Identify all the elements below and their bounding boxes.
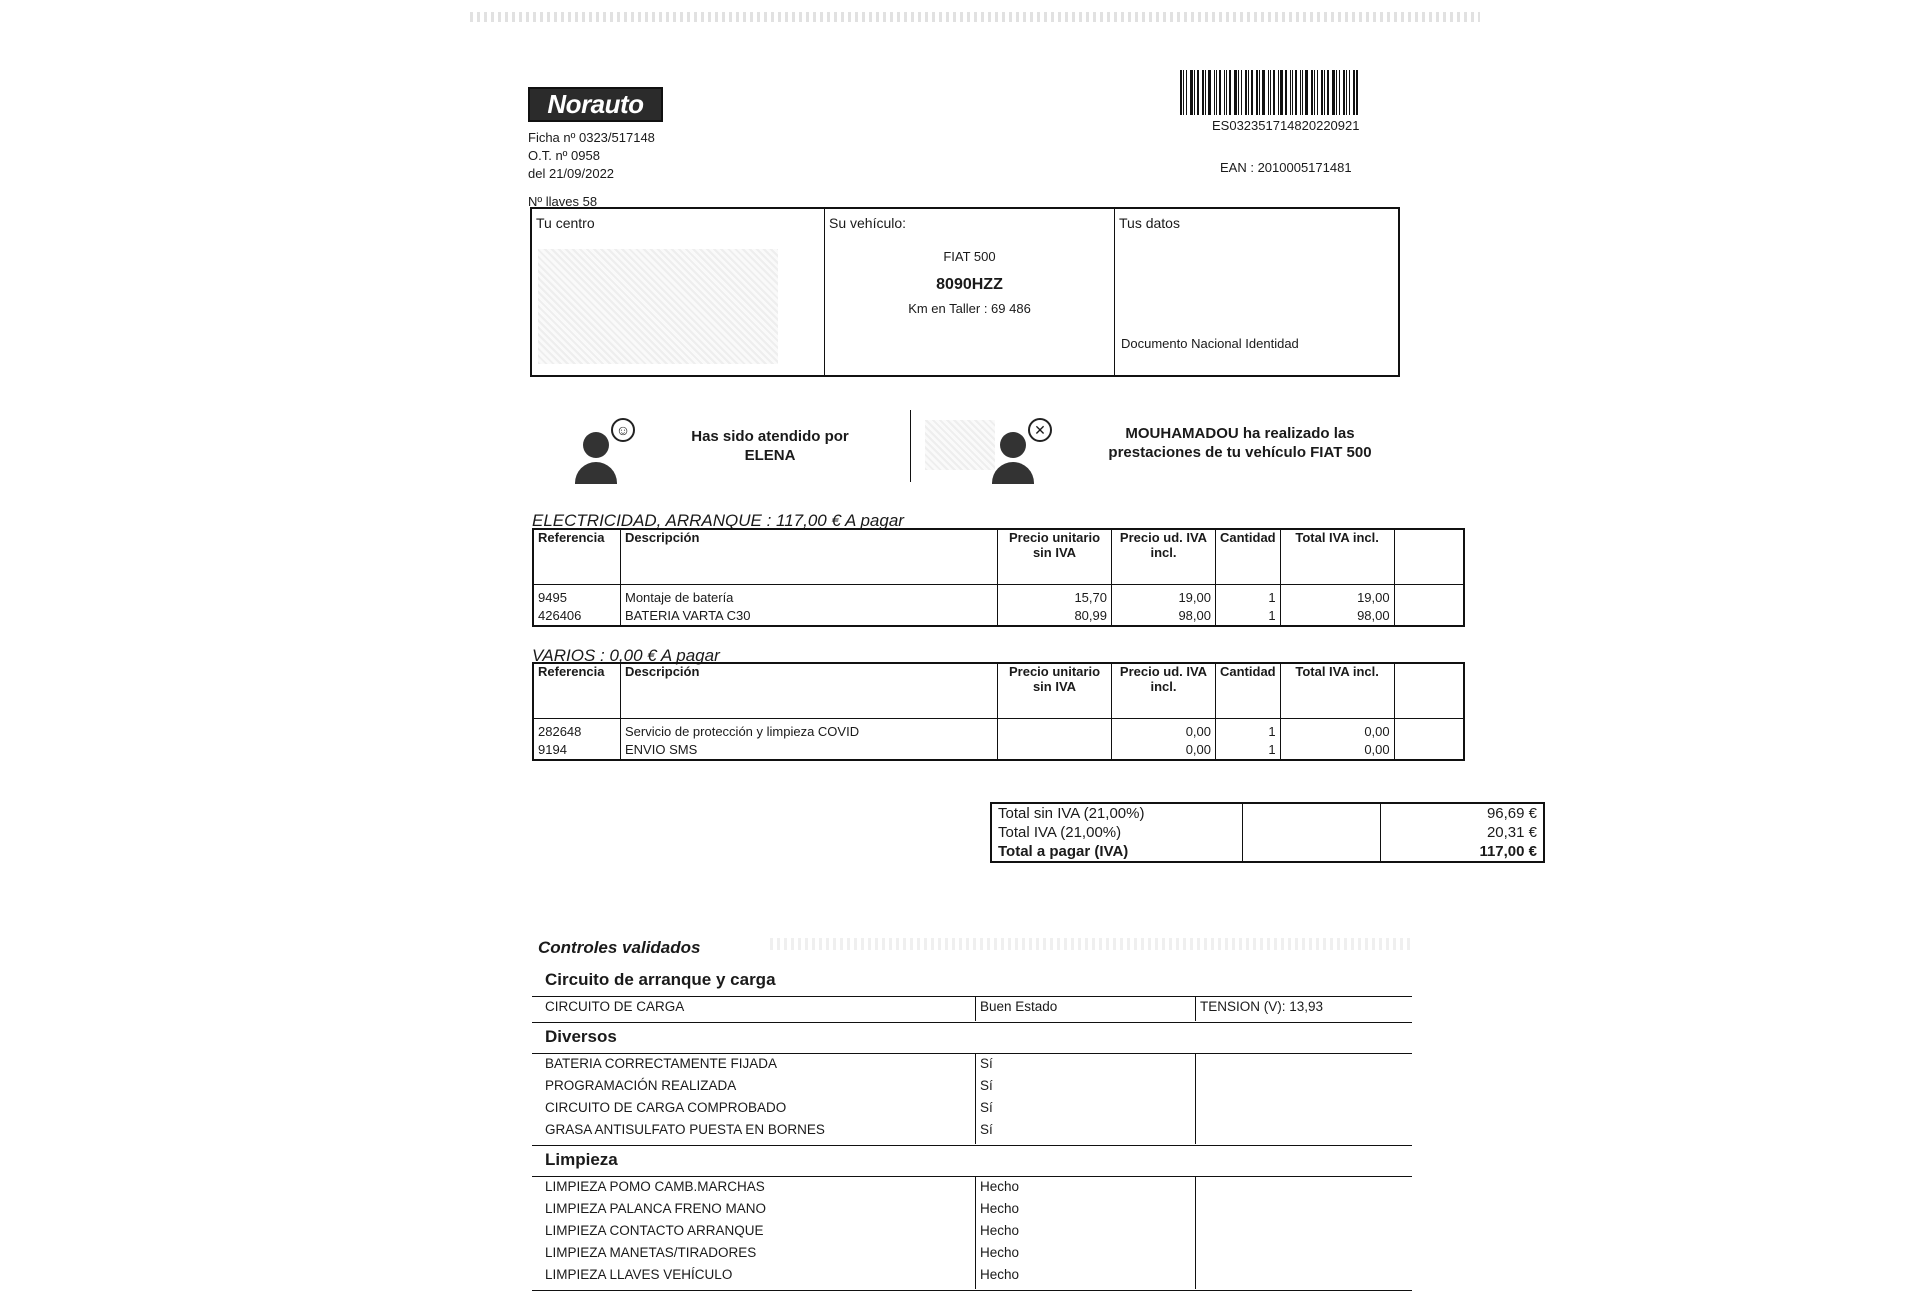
ot-number: O.T. nº 0958 <box>528 148 600 163</box>
control-value: Buen Estado <box>980 999 1058 1014</box>
column-header: Cantidad <box>1216 529 1281 585</box>
totals-row <box>991 803 1544 823</box>
redacted-note <box>925 420 995 470</box>
column-header: Descripción <box>621 663 998 719</box>
smile-icon: ☺ <box>611 418 635 442</box>
totals-row <box>991 823 1544 842</box>
totals-blank <box>1243 842 1381 862</box>
table-cell <box>1394 719 1464 742</box>
table-cell: Montaje de batería <box>621 585 998 608</box>
table-cell: 0,00 <box>1112 719 1216 742</box>
centro-title: Tu centro <box>536 215 595 231</box>
column-header: Precio unitario sin IVA <box>998 529 1112 585</box>
totals-row <box>991 842 1544 862</box>
control-label: PROGRAMACIÓN REALIZADA <box>545 1078 737 1093</box>
totals-blank <box>1243 803 1381 823</box>
control-value: Hecho <box>980 1201 1020 1216</box>
divider <box>532 1176 1412 1177</box>
barcode-text: ES032351714820220921 <box>1212 118 1360 133</box>
table-cell <box>998 741 1112 760</box>
table-cell: 1 <box>1216 607 1281 626</box>
control-group-title: Limpieza <box>545 1150 618 1169</box>
column-divider <box>975 1176 976 1289</box>
totals-table <box>990 802 1545 863</box>
centro-column <box>532 209 825 375</box>
tools-icon: ✕ <box>1028 418 1052 442</box>
column-divider <box>1195 996 1196 1021</box>
technician-text: MOUHAMADOU ha realizado las prestaciones de tu vehículo FIAT 500 <box>1108 425 1372 461</box>
table-row <box>533 585 1464 608</box>
control-label: CIRCUITO DE CARGA <box>545 999 685 1014</box>
control-value: Hecho <box>980 1245 1020 1260</box>
control-label: LIMPIEZA LLAVES VEHÍCULO <box>545 1267 733 1282</box>
column-divider <box>975 1053 976 1144</box>
control-group-title: Circuito de arranque y carga <box>545 970 776 989</box>
column-divider <box>1195 1053 1196 1144</box>
table-cell: BATERIA VARTA C30 <box>621 607 998 626</box>
control-value: Hecho <box>980 1223 1020 1238</box>
column-header: Precio unitario sin IVA <box>998 663 1112 719</box>
table-cell: 19,00 <box>1280 585 1394 608</box>
table-cell: 1 <box>1216 741 1281 760</box>
table-cell: 19,00 <box>1112 585 1216 608</box>
column-divider <box>975 996 976 1021</box>
table-cell: 0,00 <box>1280 741 1394 760</box>
table-cell: 80,99 <box>998 607 1112 626</box>
totals-value: 117,00 € <box>1479 843 1537 860</box>
control-value: Sí <box>980 1078 993 1093</box>
divider <box>532 996 1412 997</box>
attended-by-text: Has sido atendido por ELENA <box>691 428 849 464</box>
table-cell: Servicio de protección y limpieza COVID <box>621 719 998 742</box>
column-header: Cantidad <box>1216 663 1281 719</box>
column-header <box>1394 663 1464 719</box>
table-cell: 98,00 <box>1112 607 1216 626</box>
totals-label: Total sin IVA (21,00%) <box>991 803 1243 823</box>
document-type: Documento Nacional Identidad <box>1121 336 1299 351</box>
control-label: LIMPIEZA PALANCA FRENO MANO <box>545 1201 767 1216</box>
datos-column <box>1115 209 1398 375</box>
advisor-icon <box>573 410 643 485</box>
control-group-title: Diversos <box>545 1027 617 1046</box>
table-cell: 98,00 <box>1280 607 1394 626</box>
column-header: Precio ud. IVA incl. <box>1112 529 1216 585</box>
table-cell: 1 <box>1216 719 1281 742</box>
column-header: Descripción <box>621 529 998 585</box>
control-label: LIMPIEZA CONTACTO ARRANQUE <box>545 1223 764 1238</box>
datos-title: Tus datos <box>1119 215 1180 231</box>
controls-title: Controles validados <box>538 938 701 957</box>
column-header: Total IVA incl. <box>1280 663 1394 719</box>
table-cell: 0,00 <box>1112 741 1216 760</box>
vehiculo-title: Su vehículo: <box>829 215 907 231</box>
table-cell: 9495 <box>533 585 621 608</box>
section-title-varios: VARIOS : 0,00 € A pagar <box>532 646 720 665</box>
table-cell: 15,70 <box>998 585 1112 608</box>
table-row <box>533 741 1464 760</box>
divider <box>532 1022 1412 1023</box>
table-cell: 426406 <box>533 607 621 626</box>
order-date: del 21/09/2022 <box>528 166 615 181</box>
totals-value: 20,31 € <box>1486 824 1537 841</box>
control-value: Sí <box>980 1100 993 1115</box>
table-row <box>533 607 1464 626</box>
table-cell: 1 <box>1216 585 1281 608</box>
totals-label: Total IVA (21,00%) <box>991 823 1243 842</box>
divider <box>532 1145 1412 1146</box>
barcode <box>1180 70 1375 115</box>
table-cell: 0,00 <box>1280 719 1394 742</box>
info-box <box>530 207 1400 377</box>
control-label: LIMPIEZA POMO CAMB.MARCHAS <box>545 1179 765 1194</box>
table-cell: 282648 <box>533 719 621 742</box>
control-label: GRASA ANTISULFATO PUESTA EN BORNES <box>545 1122 825 1137</box>
technician-icon <box>990 410 1060 485</box>
column-header <box>1394 529 1464 585</box>
items-table-varios <box>532 662 1465 761</box>
section-title-electricidad: ELECTRICIDAD, ARRANQUE : 117,00 € A pagar <box>532 511 904 530</box>
table-cell <box>998 719 1112 742</box>
ean-code: EAN : 2010005171481 <box>1220 160 1352 175</box>
norauto-logo: Norauto <box>528 87 663 122</box>
control-value: Hecho <box>980 1179 1020 1194</box>
column-header: Referencia <box>533 529 621 585</box>
table-cell <box>1394 585 1464 608</box>
items-table-electricidad <box>532 528 1465 627</box>
control-value: Sí <box>980 1056 993 1071</box>
divider <box>532 1053 1412 1054</box>
vehiculo-column <box>825 209 1115 375</box>
control-label: CIRCUITO DE CARGA COMPROBADO <box>545 1100 787 1115</box>
scan-noise <box>470 12 1480 22</box>
control-value: Hecho <box>980 1267 1020 1282</box>
attended-divider <box>910 410 911 482</box>
table-cell <box>1394 607 1464 626</box>
control-value: Sí <box>980 1122 993 1137</box>
totals-blank <box>1243 823 1381 842</box>
vehicle-plate: 8090HZZ <box>936 276 1003 293</box>
table-cell: ENVIO SMS <box>621 741 998 760</box>
column-header: Precio ud. IVA incl. <box>1112 663 1216 719</box>
control-extra: TENSION (V): 13,93 <box>1200 999 1324 1014</box>
ficha-number: Ficha nº 0323/517148 <box>528 130 655 145</box>
table-cell <box>1394 741 1464 760</box>
vehicle-model: FIAT 500 <box>943 249 996 264</box>
keys-number: Nº llaves 58 <box>528 194 598 209</box>
table-row <box>533 719 1464 742</box>
control-label: LIMPIEZA MANETAS/TIRADORES <box>545 1245 757 1260</box>
table-cell: 9194 <box>533 741 621 760</box>
column-divider <box>1195 1176 1196 1289</box>
control-label: BATERIA CORRECTAMENTE FIJADA <box>545 1056 778 1071</box>
totals-value: 96,69 € <box>1486 805 1537 822</box>
column-header: Total IVA incl. <box>1280 529 1394 585</box>
totals-label: Total a pagar (IVA) <box>991 842 1243 862</box>
column-header: Referencia <box>533 663 621 719</box>
vehicle-km: Km en Taller : 69 486 <box>908 301 1031 316</box>
scan-noise <box>770 938 1410 950</box>
redacted-address <box>538 249 778 364</box>
